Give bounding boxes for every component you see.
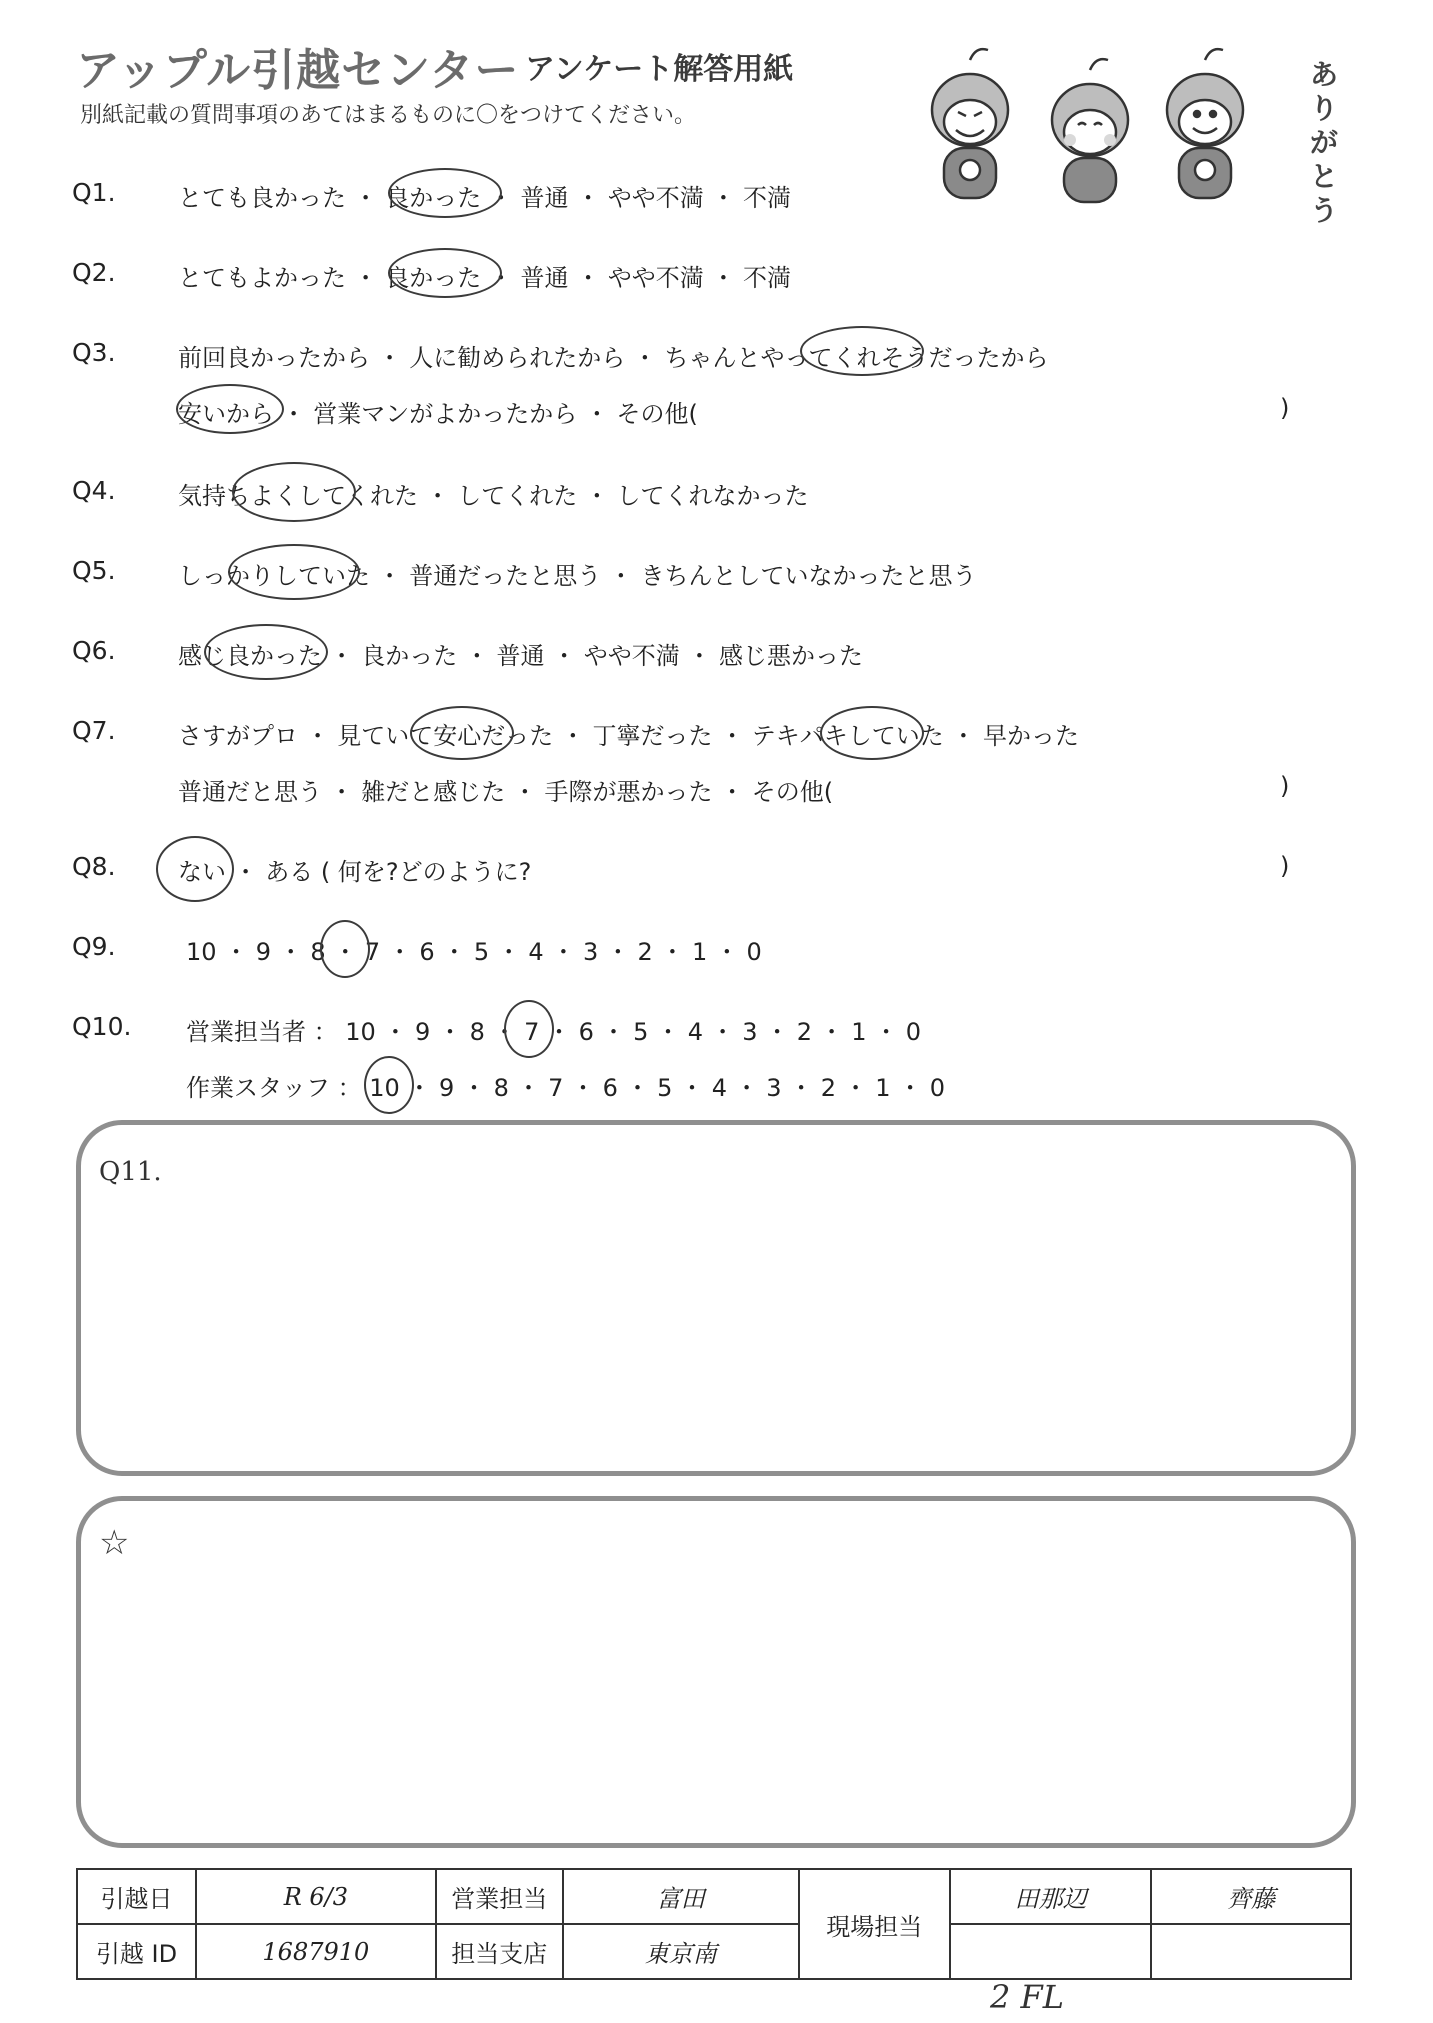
monkey-icon bbox=[932, 49, 1008, 198]
q2-options: とてもよかった ・ 良かった ・ 普通 ・ やや不満 ・ 不満 bbox=[178, 264, 792, 292]
q1-options: とても良かった ・ 良かった ・ 普通 ・ やや不満 ・ 不満 bbox=[178, 184, 792, 212]
q7-options-line2: 普通だと思う ・ 雑だと感じた ・ 手際が悪かった ・ その他( bbox=[178, 778, 834, 806]
q10-sales-scale: 営業担当者 ： 10 ・ 9 ・ 8 ・ 7 ・ 6 ・ 5 ・ 4 ・ 3 ・ 2 ・ 1 ・ 0 bbox=[186, 1018, 922, 1046]
q4-label: Q4. bbox=[72, 476, 116, 505]
footer-info-table bbox=[76, 1868, 1352, 1980]
q3-options-line1: 前回良かったから ・ 人に勧められたから ・ ちゃんとやってくれそうだったから bbox=[178, 344, 1049, 372]
site-empty-cell-1 bbox=[950, 1924, 1152, 1979]
q7-close-paren: ) bbox=[1280, 772, 1290, 800]
answer-circle-q5 bbox=[228, 544, 360, 600]
site-empty-cell-2 bbox=[1151, 1924, 1351, 1979]
moving-id-value: 1687910 bbox=[196, 1924, 436, 1979]
q9-label: Q9. bbox=[72, 932, 116, 961]
q8-label: Q8. bbox=[72, 852, 116, 881]
q11-comment-box[interactable] bbox=[76, 1120, 1356, 1476]
sales-label: 営業担当 bbox=[436, 1869, 563, 1924]
q3-close-paren: ) bbox=[1280, 394, 1290, 422]
answer-circle-q4 bbox=[232, 462, 356, 522]
branch-label: 担当支店 bbox=[436, 1924, 563, 1979]
answer-circle-q10-staff bbox=[364, 1056, 414, 1114]
moving-date-value: R 6/3 bbox=[196, 1869, 436, 1924]
branch-value: 東京南 bbox=[563, 1924, 799, 1979]
answer-circle-q6 bbox=[204, 624, 328, 680]
monkey-mascots-illustration bbox=[880, 40, 1300, 220]
q5-label: Q5. bbox=[72, 556, 116, 585]
form-subtitle: アンケート解答用紙 bbox=[525, 52, 794, 87]
answer-circle-q9 bbox=[320, 920, 370, 978]
answer-circle-q3b bbox=[176, 384, 284, 434]
sales-value: 富田 bbox=[563, 1869, 799, 1924]
q11-label: Q11. bbox=[99, 1157, 162, 1187]
handwritten-note: 2 FL bbox=[990, 1978, 1064, 2016]
q7-options-line1: さすがプロ ・ 見ていて安心だった ・ 丁寧だった ・ テキパキしていた ・ 早かった bbox=[178, 722, 1080, 750]
answer-circle-q7b bbox=[820, 706, 924, 760]
arigato-text: ありがとう bbox=[1310, 58, 1339, 227]
q9-scale: 10 ・ 9 ・ 8 ・ 7 ・ 6 ・ 5 ・ 4 ・ 3 ・ 2 ・ 1 ・ 0 bbox=[186, 938, 762, 966]
instruction-text: 別紙記載の質問事項のあてはまるものに〇をつけてください。 bbox=[80, 103, 697, 128]
answer-circle-q2 bbox=[388, 248, 502, 298]
star-comment-box[interactable] bbox=[76, 1496, 1356, 1848]
moving-id-label: 引越 ID bbox=[77, 1924, 196, 1979]
q3-label: Q3. bbox=[72, 338, 116, 367]
company-title: アップル引越センター bbox=[76, 45, 520, 96]
star-icon: ☆ bbox=[99, 1523, 130, 1563]
site-value-1: 田那辺 bbox=[950, 1869, 1152, 1924]
site-value-2: 齊藤 bbox=[1151, 1869, 1351, 1924]
q2-label: Q2. bbox=[72, 258, 116, 287]
q1-label: Q1. bbox=[72, 178, 116, 207]
q5-options: しっかりしていた ・ 普通だったと思う ・ きちんとしていなかったと思う bbox=[178, 562, 977, 590]
moving-date-label: 引越日 bbox=[77, 1869, 196, 1924]
q8-close-paren: ) bbox=[1280, 852, 1290, 880]
site-label: 現場担当 bbox=[799, 1869, 950, 1979]
q7-label: Q7. bbox=[72, 716, 116, 745]
answer-circle-q3a bbox=[800, 326, 924, 376]
q6-label: Q6. bbox=[72, 636, 116, 665]
answer-circle-q8 bbox=[156, 836, 234, 902]
q8-options: ない ・ ある ( 何を?どのように? bbox=[178, 858, 532, 886]
q4-options: 気持ちよくしてくれた ・ してくれた ・ してくれなかった bbox=[178, 482, 809, 510]
q3-options-line2: 安いから ・ 営業マンがよかったから ・ その他( bbox=[178, 400, 698, 428]
q10-label: Q10. bbox=[72, 1012, 132, 1041]
monkey-icon bbox=[1167, 49, 1243, 198]
answer-circle-q10-sales bbox=[504, 1000, 554, 1058]
q6-options: 感じ良かった ・ 良かった ・ 普通 ・ やや不満 ・ 感じ悪かった bbox=[178, 642, 864, 670]
answer-circle-q7a bbox=[410, 706, 514, 760]
monkey-icon bbox=[1052, 59, 1128, 202]
q10-staff-scale: 作業スタッフ ： 10 ・ 9 ・ 8 ・ 7 ・ 6 ・ 5 ・ 4 ・ 3 ・ 2 ・ 1 ・ 0 bbox=[186, 1074, 946, 1102]
answer-circle-q1 bbox=[388, 168, 502, 218]
